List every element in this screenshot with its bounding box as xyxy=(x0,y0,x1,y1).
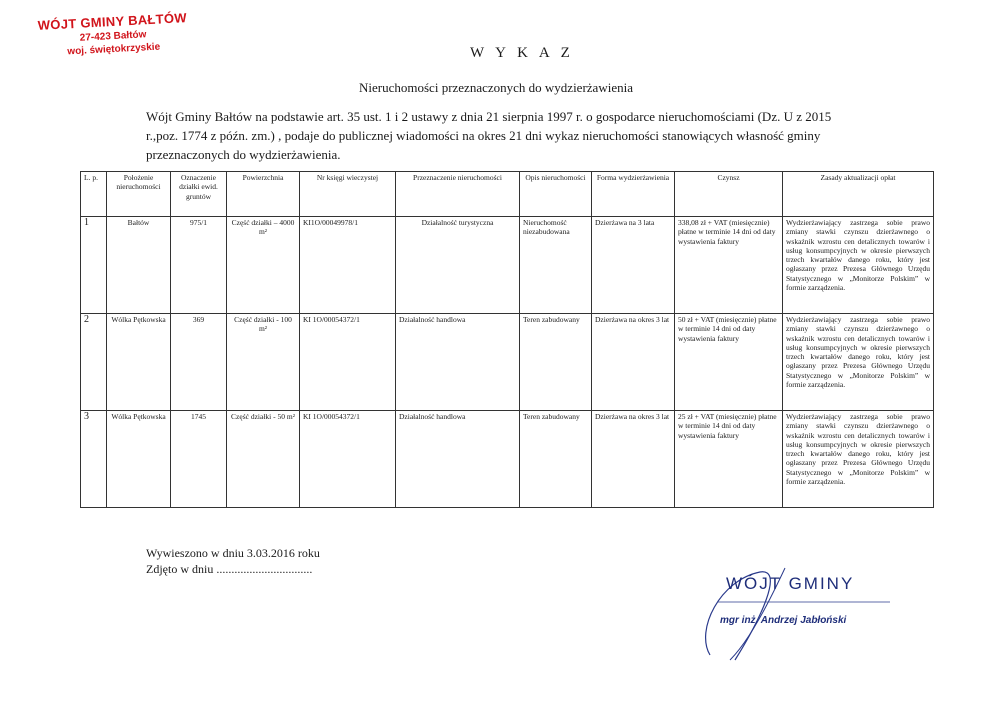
cell-area: Część działki - 100 m² xyxy=(227,314,300,411)
cell-description: Teren zabudowany xyxy=(520,314,592,411)
property-table xyxy=(80,171,934,508)
stamp-line-postal: 27-423 Bałtów xyxy=(79,29,147,44)
cell-lp: 2 xyxy=(81,314,107,411)
office-stamp xyxy=(37,10,189,59)
cell-rent: 25 zł + VAT (miesięcznie) płatne w terminie 14 dni od daty wystawienia faktury xyxy=(675,411,783,508)
removed-date: Zdjęto w dniu ................................ xyxy=(146,562,313,576)
cell-parcel: 975/1 xyxy=(171,217,227,314)
cell-description: Teren zabudowany xyxy=(520,411,592,508)
intro-paragraph: Wójt Gminy Bałtów na podstawie art. 35 ust. 1 i 2 ustawy z dnia 21 sierpnia 1997 r. o gospodarce nieruchomościami (Dz. U z 2015 r.,poz. 1774 z późn. zm.) , podaje do publicznej wiadomości na okres 21 dni wykaz nieruchomości stanowiących własność gminy przeznaczonych do wydzierżawienia. xyxy=(146,109,832,162)
cell-land-register: KI 1O/00054372/1 xyxy=(300,411,396,508)
header-rent: Czynsz xyxy=(675,172,783,217)
signatory-name: mgr inż. Andrzej Jabłoński xyxy=(720,615,847,626)
stamp-line-office: WÓJT GMINY BAŁTÓW xyxy=(37,10,188,33)
cell-area: Część działki - 50 m² xyxy=(227,411,300,508)
header-area: Powierzchnia xyxy=(227,172,300,217)
signature-stamp-title: WÓJT GMINY xyxy=(726,574,855,593)
cell-land-register: KI1O/00049978/1 xyxy=(300,217,396,314)
table-row xyxy=(81,314,934,411)
cell-lease-form: Dzierżawa na okres 3 lat xyxy=(592,411,675,508)
official-signature xyxy=(690,560,900,670)
header-purpose: Przeznaczenie nieruchomości xyxy=(396,172,520,217)
cell-parcel: 1745 xyxy=(171,411,227,508)
cell-purpose: Działalność handlowa xyxy=(396,411,520,508)
cell-fee-rules: Wydzierżawiający zastrzega sobie prawo zmiany stawki czynszu dzierżawnego o wskaźnik wzrostu cen detalicznych towarów i usług konsumpcyjnych w okresie pierwszych trzech kwartałów danego roku, który jest ogłaszany przez Prezesa Głównego Urzędu Statystycznego w „Monitorze Polskim” w formie zarządzenia. xyxy=(783,217,934,314)
cell-parcel: 369 xyxy=(171,314,227,411)
cell-purpose: Działalność turystyczna xyxy=(396,217,520,314)
header-location: Położenie nieruchomości xyxy=(107,172,171,217)
cell-description: Nieruchomość niezabudowana xyxy=(520,217,592,314)
table-header-row xyxy=(81,172,934,217)
cell-purpose: Działalność handlowa xyxy=(396,314,520,411)
header-description: Opis nieruchomości xyxy=(520,172,592,217)
header-lp: L. p. xyxy=(81,172,107,217)
header-parcel: Oznaczenie działki ewid. gruntów xyxy=(171,172,227,217)
cell-fee-rules: Wydzierżawiający zastrzega sobie prawo zmiany stawki czynszu dzierżawnego o wskaźnik wzrostu cen detalicznych towarów i usług konsumpcyjnych w okresie pierwszych trzech kwartałów danego roku, który jest ogłaszany przez Prezesa Głównego Urzędu Statystycznego w „Monitorze Polskim” w formie zarządzenia. xyxy=(783,314,934,411)
cell-rent: 338,08 zł + VAT (miesięcznie) płatne w terminie 14 dni od daty wystawienia faktury xyxy=(675,217,783,314)
cell-lease-form: Dzierżawa na 3 lata xyxy=(592,217,675,314)
table-row xyxy=(81,411,934,508)
document-title: W Y K A Z xyxy=(470,45,574,61)
stamp-line-region: woj. świętokrzyskie xyxy=(67,41,161,58)
document-subtitle: Nieruchomości przeznaczonych do wydzierżawienia xyxy=(359,80,633,95)
posted-date: Wywieszono w dniu 3.03.2016 roku xyxy=(146,546,320,560)
cell-location: Bałtów xyxy=(107,217,171,314)
cell-area: Część działki – 4000 m² xyxy=(227,217,300,314)
posting-dates xyxy=(146,545,320,577)
cell-lp: 3 xyxy=(81,411,107,508)
cell-lp: 1 xyxy=(81,217,107,314)
cell-rent: 50 zł + VAT (miesięcznie) płatne w terminie 14 dni od daty wystawienia faktury xyxy=(675,314,783,411)
cell-fee-rules: Wydzierżawiający zastrzega sobie prawo zmiany stawki czynszu dzierżawnego o wskaźnik wzrostu cen detalicznych towarów i usług konsumpcyjnych w okresie pierwszych trzech kwartałów danego roku, który jest ogłaszany przez Prezesa Głównego Urzędu Statystycznego w „Monitorze Polskim” w formie zarządzenia. xyxy=(783,411,934,508)
header-land-register: Nr księgi wieczystej xyxy=(300,172,396,217)
cell-location: Wólka Pętkowska xyxy=(107,314,171,411)
header-lease-form: Forma wydzierżawienia xyxy=(592,172,675,217)
cell-lease-form: Dzierżawa na okres 3 lat xyxy=(592,314,675,411)
cell-land-register: KI 1O/00054372/1 xyxy=(300,314,396,411)
cell-location: Wólka Pętkowska xyxy=(107,411,171,508)
header-fee-rules: Zasady aktualizacji opłat xyxy=(783,172,934,217)
table-row xyxy=(81,217,934,314)
